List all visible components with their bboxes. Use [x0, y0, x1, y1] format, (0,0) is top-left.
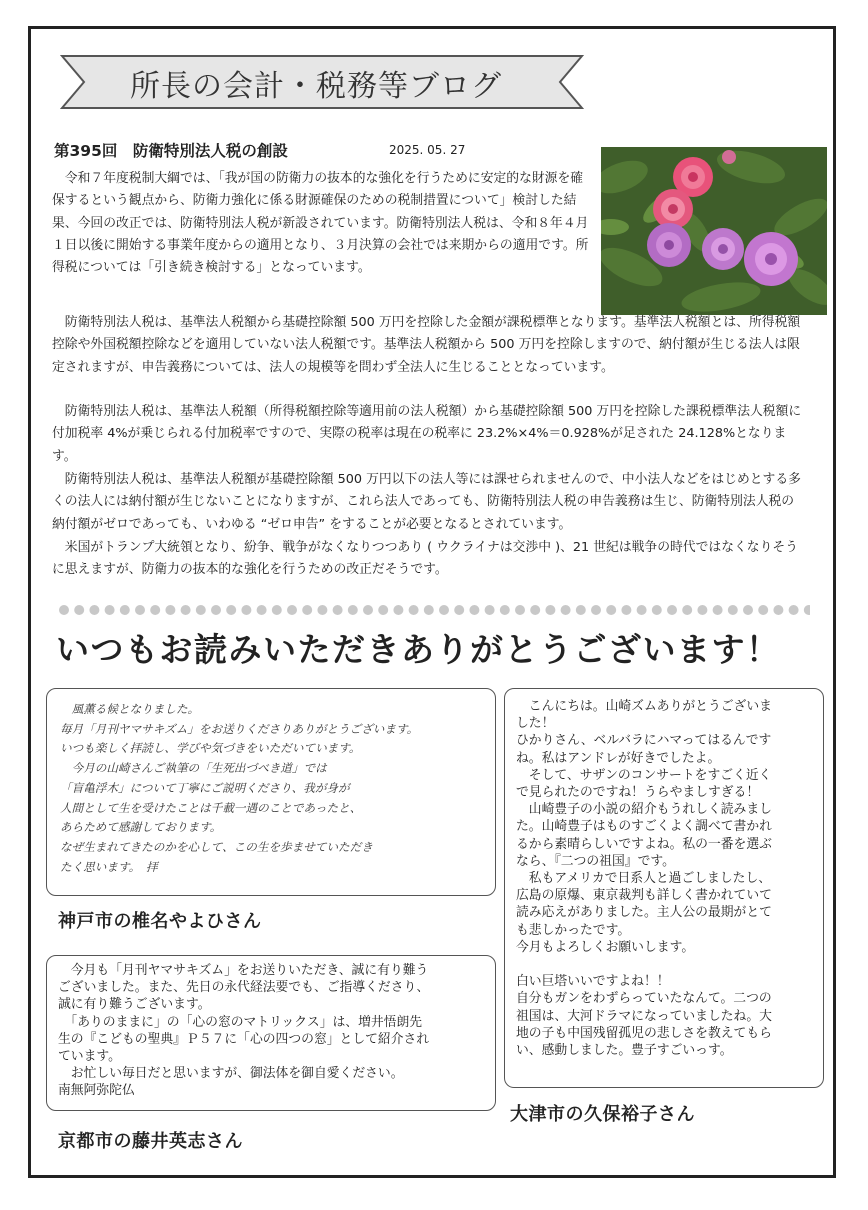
- divider-dot: [74, 605, 84, 615]
- letter-line: 今月も「月刊ヤマサキズム」をお送りいただき、誠に有り難う: [58, 963, 429, 978]
- letter-line: 「盲亀浮木」について丁寧にご説明くださり、我が身が: [60, 780, 350, 795]
- divider-dot: [804, 605, 810, 615]
- letter-line: 自分もガンをわずらっていたなんて。二つの: [516, 991, 772, 1007]
- article-date: 2025. 05. 27: [389, 143, 466, 157]
- divider-dot: [211, 605, 221, 615]
- divider-dot: [348, 605, 358, 615]
- letter-line: 地の子も中国残留孤児の悲しさを教えてもら: [516, 1025, 772, 1041]
- thanks-heading: いつもお読みいただきありがとうございます！: [56, 630, 781, 669]
- letter-line: 山崎豊子の小説の紹介もうれしく読みまし: [516, 802, 772, 818]
- divider-dot: [469, 605, 479, 615]
- dotted-divider: [58, 603, 810, 617]
- letter-line: なら、『二つの祖国』です。: [516, 853, 675, 869]
- letter-line: 南無阿弥陀仏: [58, 1083, 135, 1099]
- letter-line: 人間として生を受けたことは千載一遇のことであったと、: [60, 800, 362, 815]
- letter-line: [516, 956, 818, 973]
- divider-dot: [621, 605, 631, 615]
- letter-line: ています。: [58, 1049, 121, 1065]
- article-paragraph: 防衛特別法人税は、基準法人税額から基礎控除額 500 万円を控除した金額が課税標準となります。基準法人税額とは、所得税額控除や外国税額控除などを適用していない法人税額です。基準法人税額から 500 万円を控除しますので、納付額が生じる法人は限定されますが、申告義務については、法人の規模等を問わず全法人に生じることとなっています。: [52, 315, 801, 375]
- letter-line: 毎月「月刊ヤマサキズム」をお送りくださりありがとうございます。: [60, 721, 419, 736]
- letter-line: 風薫る候となりました。: [60, 702, 200, 716]
- divider-dot: [150, 605, 160, 615]
- divider-dot: [89, 605, 99, 615]
- letter-line: ございました。また、先日の永代経法要でも、ご指導くださり、: [58, 980, 430, 996]
- letter-line: 広島の原爆、東京裁判も詳しく書かれていて: [516, 888, 772, 904]
- letter-line: ひかりさん、ベルバラにハマってはるんです: [516, 733, 772, 749]
- letter-line: 読み応えがありました。主人公の最期がとて: [516, 905, 772, 921]
- letter-line: 今月の山崎さんご執筆の「生死出づべき道」では: [60, 761, 327, 776]
- divider-dot: [591, 605, 601, 615]
- letter-line: ね。私はアンドレが好きでしたよ。: [516, 750, 721, 766]
- divider-dot: [363, 605, 373, 615]
- letter-line: そして、サザンのコンサートをすごく近く: [516, 767, 772, 783]
- article-title: 第395回 防衛特別法人税の創設: [54, 142, 288, 160]
- article-paragraph: 令和７年度税制大綱では、「我が国の防衛力の抜本的な強化を行うために安定的な財源を確保するという観点から、防衛力強化に係る財源確保のための税制措置について」検討した結果、今回の改正では、防衛特別法人税が新設されています。防衛特別法人税は、令和８年４月１日以後に開始する事業年度からの適用となり、３月決算の会社では来期からの適用です。所得税については「引き続き検討する」となっています。: [52, 171, 589, 276]
- divider-dot: [454, 605, 464, 615]
- handwritten-letter: [60, 700, 488, 877]
- peony-photo: [601, 147, 827, 315]
- divider-dot: [561, 605, 571, 615]
- letter-line: いつも楽しく拝読し、学びや気づきをいただいています。: [60, 741, 361, 756]
- divider-dot: [789, 605, 799, 615]
- divider-dot: [135, 605, 145, 615]
- divider-dot: [713, 605, 723, 615]
- letter-line: あらためて感謝しております。: [60, 820, 222, 835]
- divider-dot: [181, 605, 191, 615]
- letter-line: で見られたのですね！うらやましすぎる！: [516, 785, 760, 801]
- letter-line: 今月もよろしくお願いします。: [516, 939, 695, 955]
- divider-dot: [59, 605, 69, 615]
- divider-dot: [773, 605, 783, 615]
- divider-dot: [302, 605, 312, 615]
- letter-line: た。山崎豊子はものすごくよく調べて書かれ: [516, 819, 772, 835]
- letter-line: こんにちは。山崎ズムありがとうございま: [516, 699, 772, 714]
- divider-dot: [758, 605, 768, 615]
- divider-dot: [378, 605, 388, 615]
- divider-dot: [226, 605, 236, 615]
- divider-dot: [439, 605, 449, 615]
- divider-dot: [682, 605, 692, 615]
- divider-dot: [697, 605, 707, 615]
- blog-title: 所長の会計・税務等ブログ: [130, 69, 502, 104]
- letter-line: 「ありのままに」の「心の窓のマトリックス」は、増井悟朗先: [58, 1014, 423, 1030]
- letter-line: 生の『こどもの聖典』Ｐ５７に「心の四つの窓」として紹介され: [58, 1031, 430, 1047]
- divider-dot: [105, 605, 115, 615]
- letter-line: 白い巨塔いいですよね！！: [516, 974, 670, 990]
- divider-dot: [287, 605, 297, 615]
- divider-dot: [424, 605, 434, 615]
- signature-otsu: 大津市の久保裕子さん: [510, 1104, 695, 1125]
- divider-dot: [728, 605, 738, 615]
- divider-dot: [530, 605, 540, 615]
- divider-dot: [196, 605, 206, 615]
- divider-dot: [652, 605, 662, 615]
- letter-line: した！: [516, 716, 555, 732]
- divider-dot: [241, 605, 251, 615]
- letter-line: 私もアメリカで日系人と過ごしましたし、: [516, 871, 772, 887]
- letter-line: たく思います。 拝: [60, 859, 158, 874]
- letter-line: お忙しい毎日だと思いますが、御法体を御自愛ください。: [58, 1066, 404, 1082]
- divider-dot: [333, 605, 343, 615]
- divider-dot: [317, 605, 327, 615]
- divider-dot: [120, 605, 130, 615]
- letter-line: 誠に有り難うございます。: [58, 997, 211, 1013]
- letter-line: 祖国は、大河ドラマになっていましたね。大: [516, 1008, 772, 1024]
- divider-dot: [272, 605, 282, 615]
- signature-kobe: 神戸市の椎名やよひさん: [58, 911, 262, 932]
- divider-dot: [606, 605, 616, 615]
- divider-dot: [545, 605, 555, 615]
- divider-dot: [257, 605, 267, 615]
- divider-dot: [667, 605, 677, 615]
- divider-dot: [393, 605, 403, 615]
- letter-line: も悲しかったです。: [516, 922, 631, 938]
- divider-dot: [165, 605, 175, 615]
- article-paragraph: 米国がトランプ大統領となり、紛争、戦争がなくなりつつあり ( ウクライナは交渉中 )、21 世紀は戦争の時代ではなくなりそうに思えますが、防衛力の抜本的な強化を行うための改正だそうです。: [52, 540, 798, 578]
- divider-dot: [409, 605, 419, 615]
- divider-dot: [576, 605, 586, 615]
- divider-dot: [637, 605, 647, 615]
- divider-dot: [500, 605, 510, 615]
- letter-line: なぜ生まれてきたのかを心して、この生を歩ませていただき: [60, 839, 373, 854]
- article-paragraph: 防衛特別法人税は、基準法人税額が基礎控除額 500 万円以下の法人等には課せられませんので、中小法人などをはじめとする多くの法人には納付額が生じないことになりますが、これら法人であっても、防衛特別法人税の申告義務は生じ、防衛特別法人税の納付額がゼロであっても、いわゆる “ゼロ申告” をすることが必要となるとされています。: [52, 472, 801, 532]
- letter-otsu: [516, 698, 818, 1059]
- article-paragraph: 防衛特別法人税は、基準法人税額（所得税額控除等適用前の法人税額）から基礎控除額 500 万円を控除した課税標準法人税額に付加税率 4%が乗じられる付加税率ですので、実際の税率は現在の税率に 23.2%×4%＝0.928%が足された 24.128%となります。: [52, 404, 802, 464]
- letter-kyoto: [58, 962, 488, 1100]
- letter-line: るから素晴らしいですよね。私の一番を選ぶ: [516, 836, 772, 852]
- signature-kyoto: 京都市の藤井英志さん: [58, 1131, 243, 1152]
- divider-dot: [743, 605, 753, 615]
- divider-dot: [485, 605, 495, 615]
- letter-line: い、感動しました。豊子すごいっす。: [516, 1043, 733, 1059]
- divider-dot: [515, 605, 525, 615]
